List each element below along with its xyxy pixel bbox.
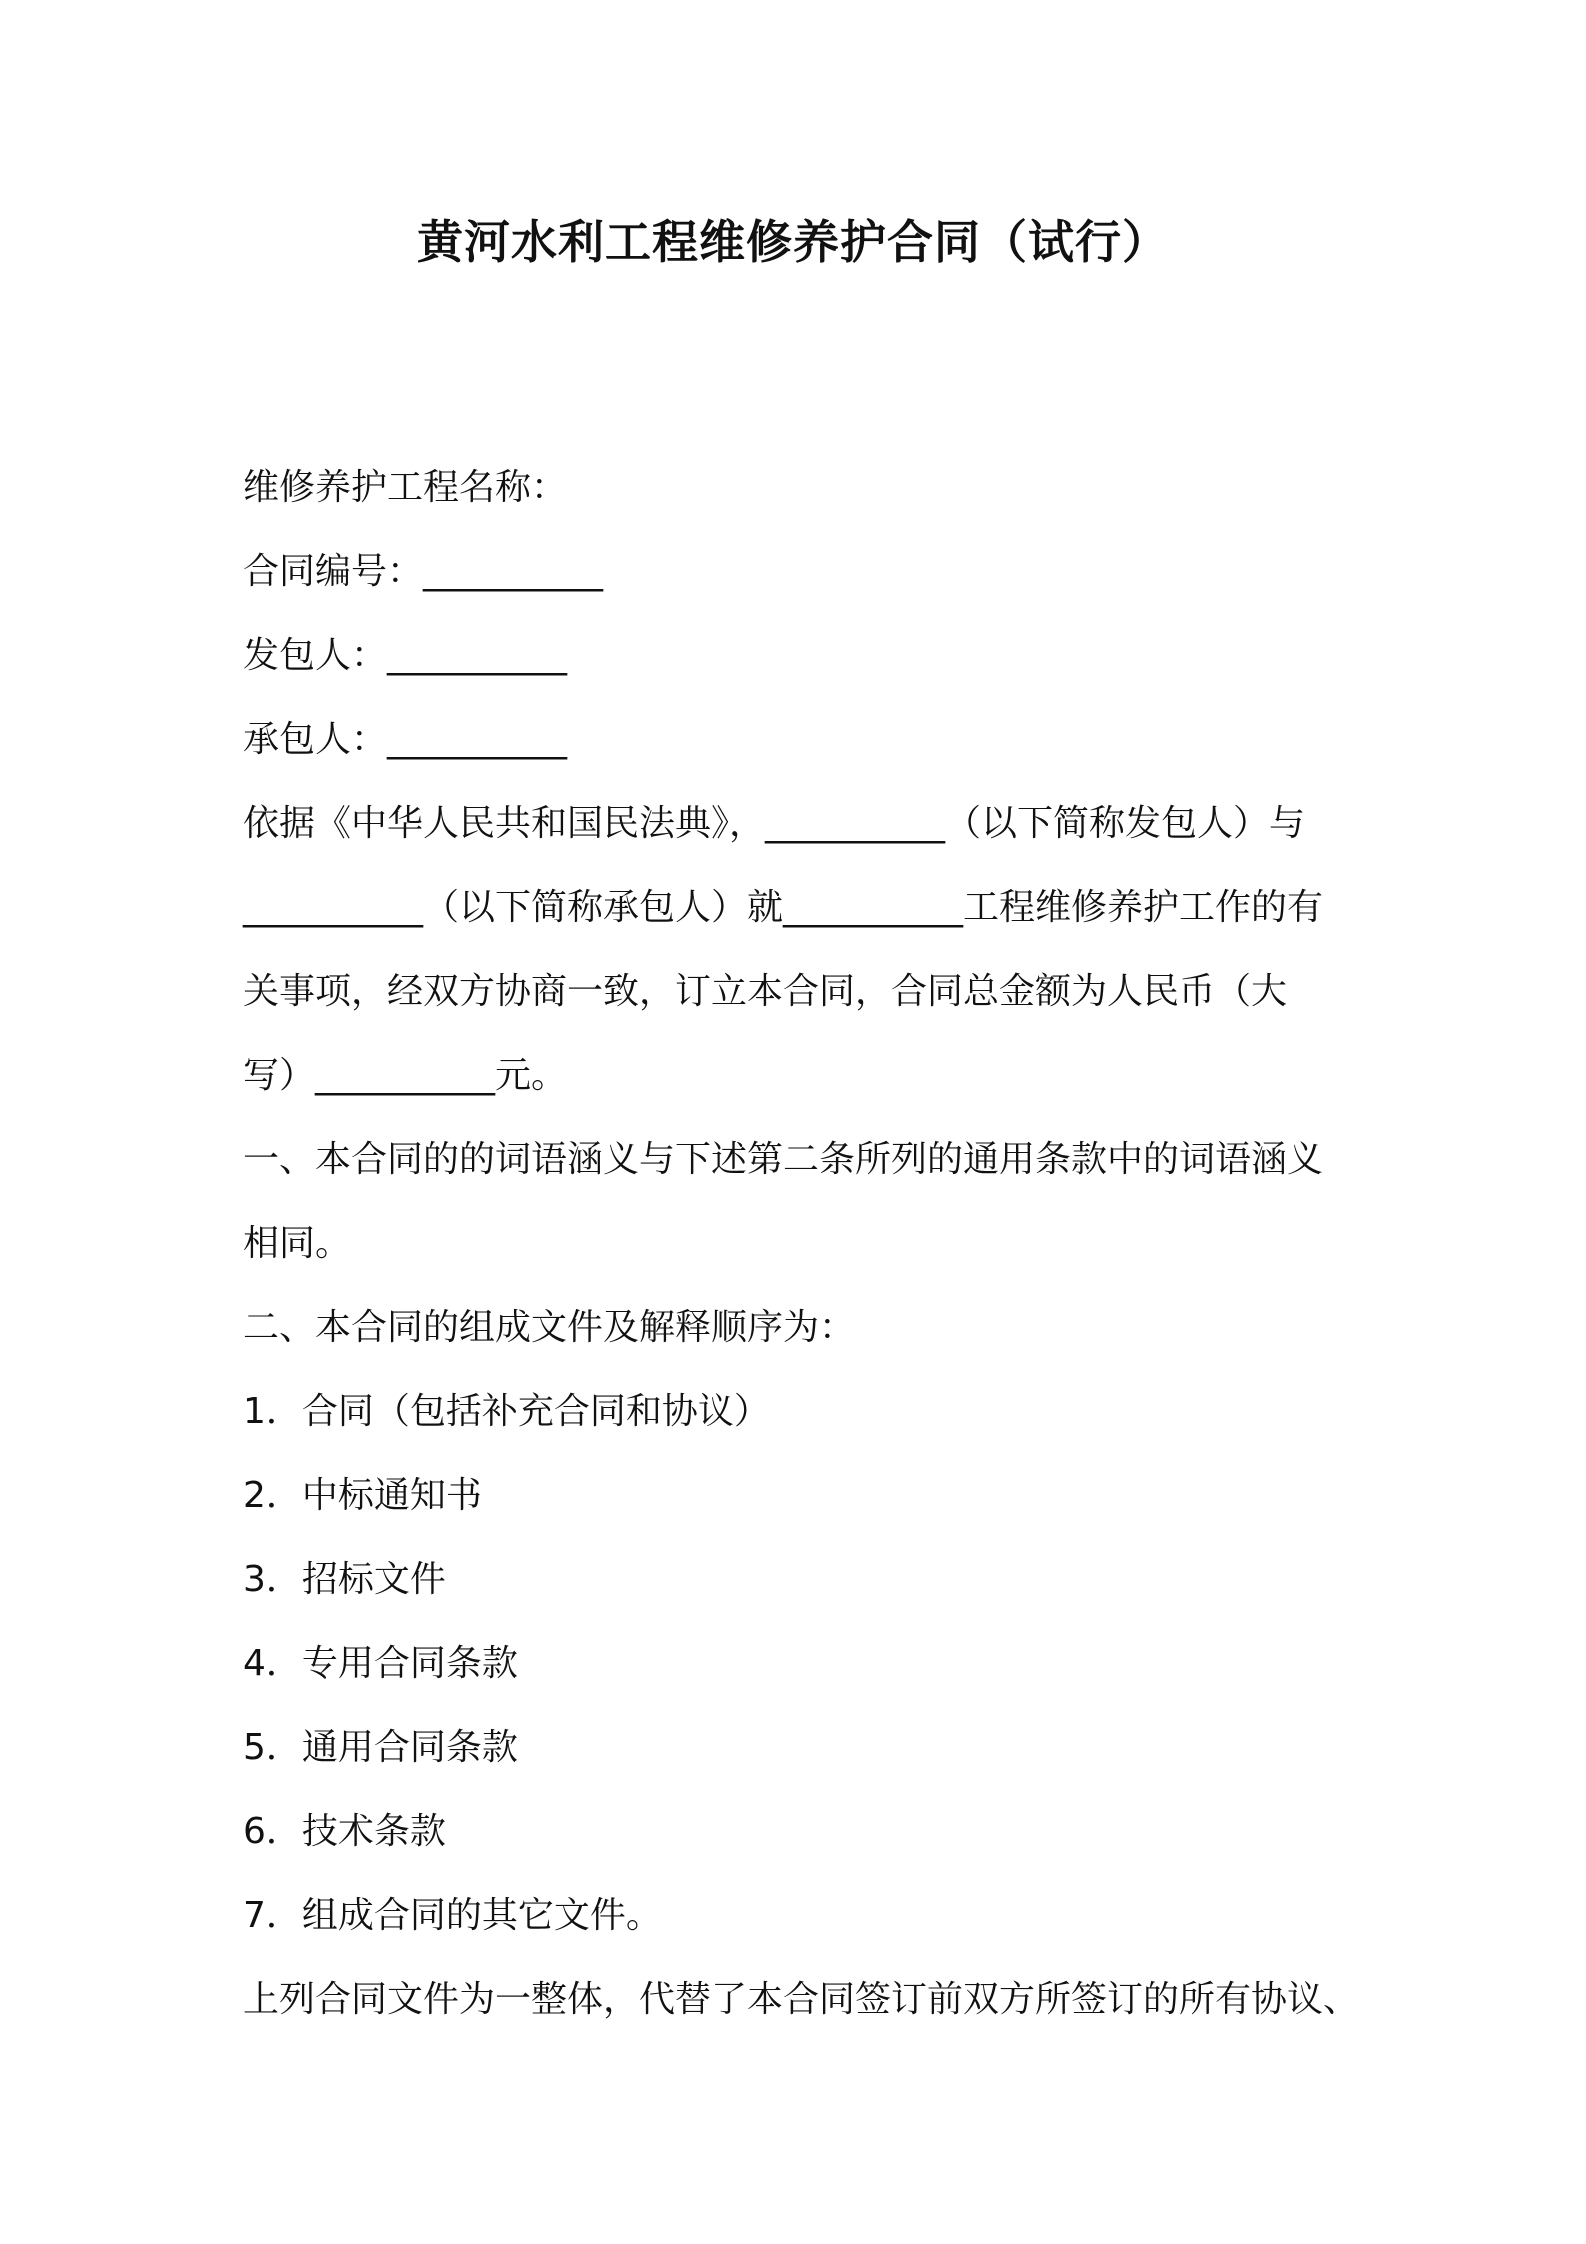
clause-2-item: 1．合同（包括补充合同和协议）: [243, 1391, 770, 1432]
clause-1-line: 一、本合同的的词语涵义与下述第二条所列的通用条款中的词语涵义: [243, 1139, 1324, 1180]
document-body: [243, 446, 1393, 2042]
preamble-line: __________（以下简称承包人）就__________工程维修养护工作的有: [243, 887, 1324, 928]
employer-line: 发包人：__________: [243, 635, 568, 676]
contract-number-line: 合同编号：__________: [243, 551, 604, 592]
clause-2-item: 4．专用合同条款: [243, 1643, 518, 1684]
clause-2-heading: 二、本合同的组成文件及解释顺序为：: [243, 1307, 856, 1348]
preamble-line: 依据《中华人民共和国民法典》，__________（以下简称发包人）与: [243, 803, 1306, 844]
clause-2-item: 3．招标文件: [243, 1559, 446, 1600]
closing-line: 上列合同文件为一整体，代替了本合同签订前双方所签订的所有协议、: [243, 1979, 1360, 2020]
contractor-line: 承包人：__________: [243, 719, 568, 760]
clause-1-line: 相同。: [243, 1223, 352, 1264]
document-title: 黄河水利工程维修养护合同（试行）: [417, 215, 1169, 269]
clause-2-item: 7．组成合同的其它文件。: [243, 1895, 662, 1936]
project-name-label: 维修养护工程名称：: [243, 467, 568, 508]
preamble-line: 关事项，经双方协商一致，订立本合同，合同总金额为人民币（大: [243, 971, 1288, 1012]
clause-2-item: 2．中标通知书: [243, 1475, 482, 1516]
clause-2-item: 5．通用合同条款: [243, 1727, 518, 1768]
preamble-line: 写）__________元。: [243, 1055, 568, 1096]
clause-2-item: 6．技术条款: [243, 1811, 446, 1852]
